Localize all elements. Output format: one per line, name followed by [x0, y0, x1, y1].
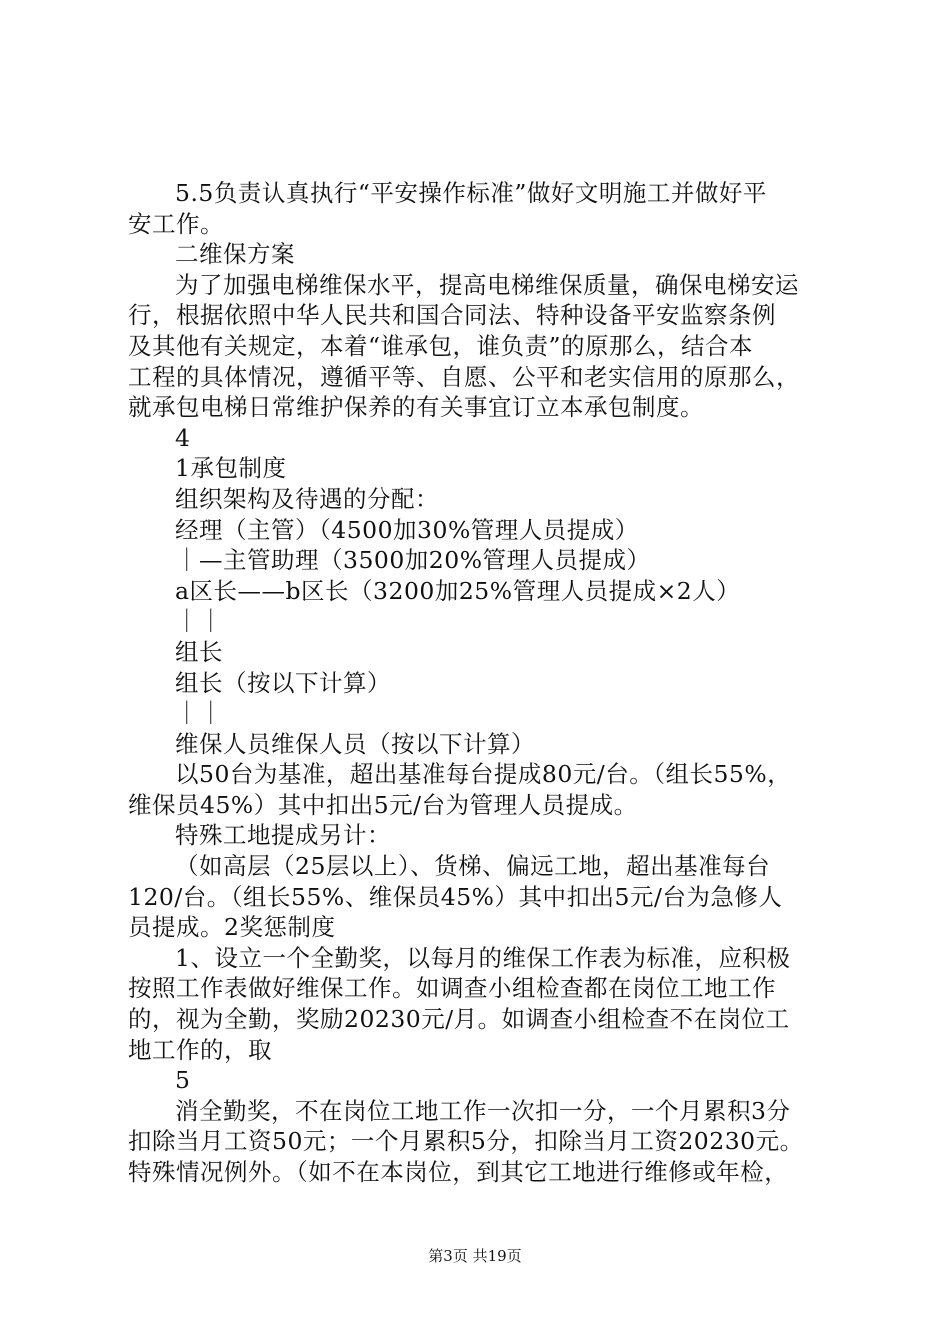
text-line: 组长 — [175, 637, 223, 666]
text-line: 及其他有关规定，本着“谁承包，谁负责”的原那么，结合本 — [128, 331, 754, 360]
text-line: 为了加强电梯维保水平，提高电梯维保质量，确保电梯安运 — [175, 270, 799, 299]
text-line: 维保员45%）其中扣出5元/台为管理人员提成。 — [128, 790, 638, 819]
text-line: 安工作。 — [128, 209, 224, 238]
text-line: 维保人员维保人员（按以下计算） — [175, 729, 535, 758]
text-line: 特殊情况例外。（如不在本岗位，到其它工地进行维修或年检， — [128, 1158, 789, 1186]
text-line: 员提成。2奖惩制度 — [128, 913, 336, 942]
text-line: 按照工作表做好维保工作。如调查小组检查都在岗位工地工作 — [128, 974, 776, 1003]
text-line: 5 — [175, 1066, 191, 1095]
text-line: 4 — [175, 423, 191, 452]
page-footer: 第3页 共19页 — [428, 1247, 522, 1265]
text-line: 消全勤奖，不在岗位工地工作一次扣一分，一个月累积3分 — [175, 1096, 791, 1125]
text-line: ｜｜ — [175, 607, 223, 636]
text-line: 以50台为基准，超出基准每台提成80元/台。（组长55%， — [175, 760, 792, 789]
text-line: 扣除当月工资50元；一个月累积5分，扣除当月工资20230元。 — [128, 1127, 804, 1156]
text-line: 二维保方案 — [175, 240, 295, 269]
text-line: 组织架构及待遇的分配： — [175, 484, 439, 513]
text-line: 就承包电梯日常维护保养的有关事宜订立本承包制度。 — [128, 393, 704, 422]
text-line: 的，视为全勤，奖励20230元/月。如调查小组检查不在岗位工 — [128, 1005, 790, 1034]
text-line: （如高层（25层以上）、货梯、偏远工地，超出基准每台 — [175, 852, 771, 881]
text-line: 特殊工地提成另计： — [175, 821, 391, 850]
text-line: 1承包制度 — [175, 454, 287, 483]
text-line: 地工作的，取 — [128, 1035, 272, 1064]
document-body — [128, 178, 838, 1188]
text-line: 工程的具体情况，遵循平等、自愿、公平和老实信用的原那么， — [128, 362, 800, 391]
text-line: 1、设立一个全勤奖，以每月的维保工作表为标准，应积极 — [175, 943, 791, 972]
text-line: 组长（按以下计算） — [175, 668, 391, 697]
text-line: ｜—主管助理（3500加20%管理人员提成） — [175, 546, 651, 575]
text-line: 经理（主管）（4500加30%管理人员提成） — [175, 515, 639, 544]
text-line: 5.5负责认真执行“平安操作标准”做好文明施工并做好平 — [175, 179, 767, 207]
text-line: 120/台。（组长55%、维保员45%）其中扣出5元/台为急修人 — [128, 882, 783, 911]
text-line: a区长——b区长（3200加25%管理人员提成×2人） — [175, 576, 741, 605]
text-line: 行，根据依照中华人民共和国合同法、特种设备平安监察条例 — [128, 301, 776, 330]
text-line: ｜｜ — [175, 699, 223, 728]
